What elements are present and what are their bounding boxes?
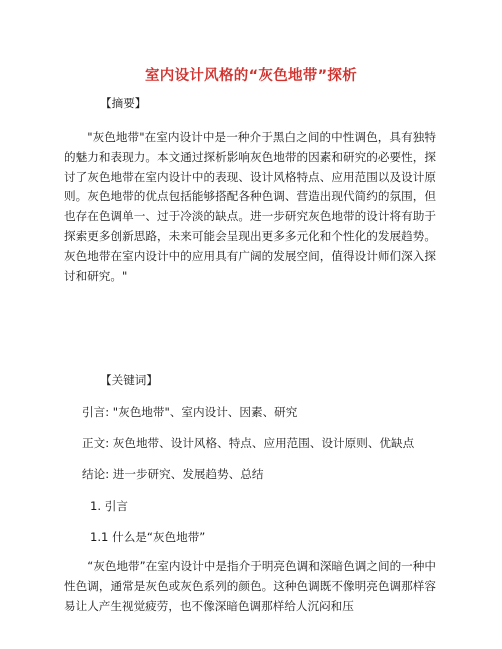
keywords-conclusion: 结论: 进一步研究、发展趋势、总结 <box>82 467 264 481</box>
section-1-1-paragraph: “灰色地带”在室内设计中是指介于明亮色调和深暗色调之间的一种中性色调，通常是灰色或灰色系列的颜色。这种色调既不像明亮色调那样容易让人产生视觉疲劳，也不像深暗色调那样给人沉闷和压 <box>64 559 436 613</box>
keywords-heading: 【关键词】 <box>100 373 158 387</box>
document-title: 室内设计风格的“灰色地带”探析 <box>144 68 358 84</box>
section-heading-1-1: 1.1 什么是“灰色地带” <box>90 530 206 544</box>
keywords-intro: 引言: "灰色地带"、室内设计、因素、研究 <box>82 405 298 419</box>
abstract-paragraph: "灰色地带"在室内设计中是一种介于黑白之间的中性调色，具有独特的魅力和表现力。本文通过探析影响灰色地带的因素和研究的必要性，探讨了灰色地带在室内设计中的表现、设计风格特点、应用范围以及设计原则。灰色地带的优点包括能够搭配各种色调、营造出现代简约的氛围，但也存在色调单一、过于冷淡的缺点。进一步研究灰色地带的设计将有助于探索更多创新思路，未来可能会呈现出更多多元化和个性化的发展趋势。灰色地带在室内设计中的应用具有广阔的发展空间，值得设计师们深入探讨和研究。" <box>64 130 436 283</box>
abstract-heading: 【摘要】 <box>100 96 147 110</box>
keywords-body: 正文: 灰色地带、设计风格、特点、应用范围、设计原则、优缺点 <box>82 436 415 450</box>
section-heading-1: 1. 引言 <box>90 499 128 513</box>
